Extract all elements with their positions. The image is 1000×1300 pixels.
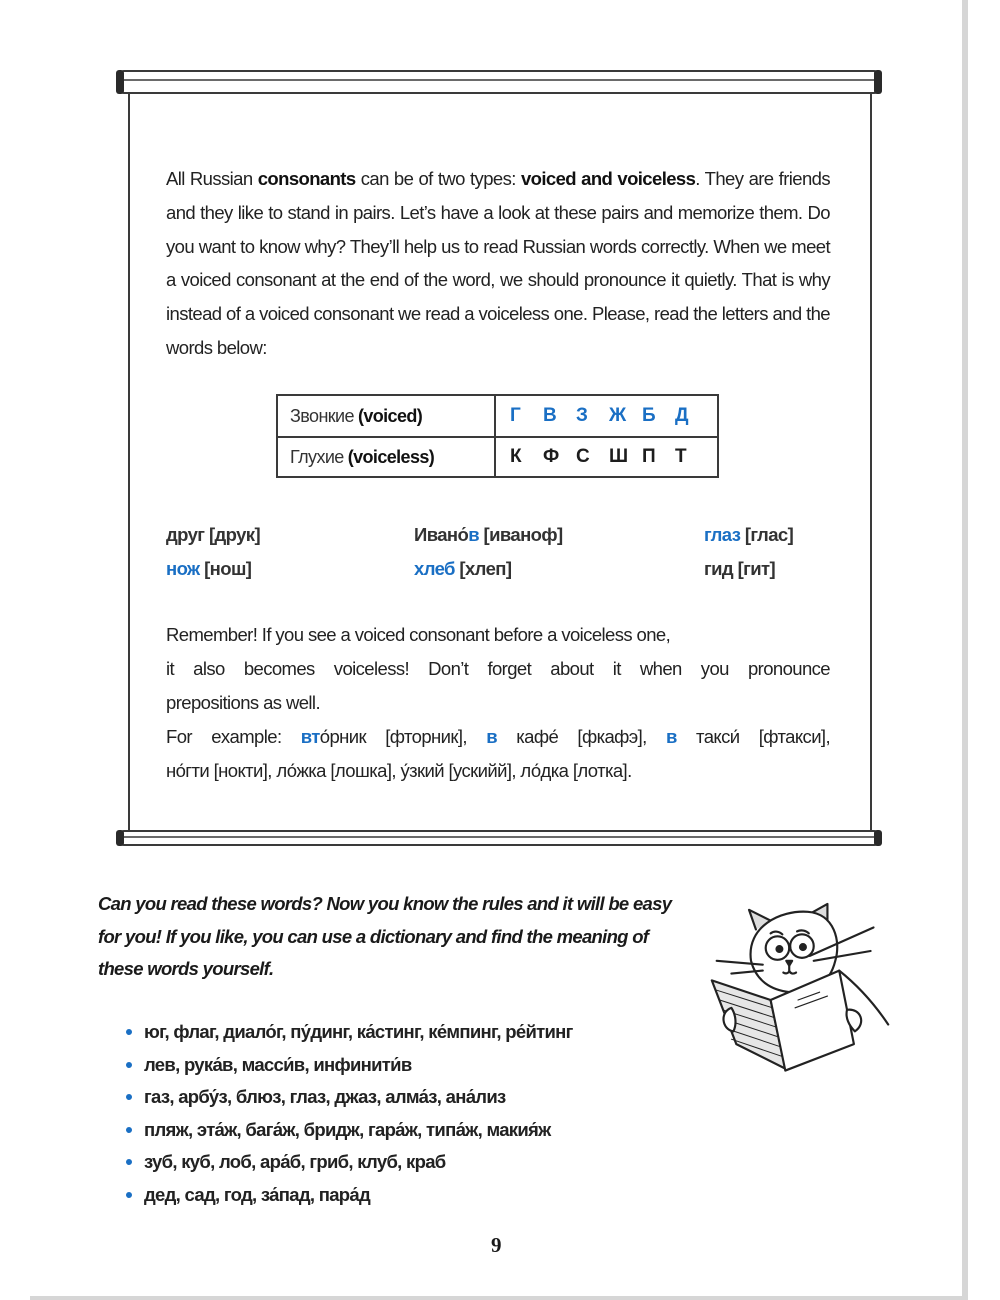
- list-item-text: дед, сад, год, за́пад, пара́д: [144, 1183, 371, 1205]
- roller-cap-left: [116, 70, 124, 94]
- remember-line: prepositions as well.: [166, 692, 320, 713]
- list-item: [126, 1146, 573, 1179]
- word-pairs-col-2: [414, 518, 563, 586]
- transcription: [гит]: [733, 558, 776, 579]
- table-row-voiceless: [278, 436, 717, 476]
- remember-line: Remember! If you see a voiced consonant before a voiceless one,: [166, 624, 671, 645]
- example-line: но́гти [нокти], ло́жка [лошка], у́зкий [ускийй], ло́дка [лотка].: [166, 760, 632, 781]
- word-list: [126, 1016, 573, 1211]
- example-text: такси́ [фтакси],: [676, 726, 831, 747]
- page-edge-right: [962, 0, 968, 1300]
- consonant-pairs-table: [276, 394, 719, 478]
- example-text: кафе́ [фкафэ],: [497, 726, 666, 747]
- intro-text: . They are friends and they like to stand in pairs. Let’s have a look at these pairs and memorize them. Do you want to know why? They’ll help us to read Russian words correctly. When we meet a voiced consonant at the end of the word, we should pronounce it quietly. That is why instead of a voiced consonant we read a voiceless one. Please, read the letters and the words below:: [166, 168, 830, 358]
- word-pair: [704, 518, 793, 552]
- whiteboard-bottom-roller: [118, 830, 880, 846]
- bullet-icon: [126, 1127, 132, 1133]
- row-label-ru: Глухие: [290, 446, 344, 467]
- list-item: [126, 1049, 573, 1082]
- word-pair: [166, 552, 260, 586]
- word-pair: [414, 518, 563, 552]
- word: Ивано: [414, 524, 469, 545]
- remember-line: it also becomes voiceless! Don’t forget about it when you pronounce: [166, 658, 830, 679]
- letter: Ш: [609, 446, 629, 467]
- letter: П: [642, 446, 656, 467]
- word-ending: ́в: [468, 524, 479, 545]
- bullet-icon: [126, 1062, 132, 1068]
- letter: Б: [642, 405, 656, 426]
- list-item-text: лев, рука́в, масси́в, инфинити́в: [144, 1053, 412, 1075]
- list-item-text: юг, флаг, диало́г, пу́динг, ка́стинг, ке́мпинг, ре́йтинг: [144, 1021, 573, 1043]
- letter: С: [576, 446, 590, 467]
- transcription: [друк]: [204, 524, 261, 545]
- example-text: о́рник [фторник],: [319, 726, 487, 747]
- voiced-letters: [496, 396, 708, 436]
- letter: З: [576, 405, 588, 426]
- list-item-text: пляж, эта́ж, бага́ж, бридж, гара́ж, типа́ж, макия́ж: [144, 1118, 551, 1140]
- word-pair: [704, 552, 793, 586]
- word: друг: [166, 524, 205, 545]
- transcription: [иваноф]: [478, 524, 563, 545]
- example-line: [166, 720, 830, 754]
- list-item-text: зуб, куб, лоб, ара́б, гриб, клуб, краб: [144, 1151, 446, 1173]
- example-highlight: в: [486, 726, 497, 747]
- word: гид: [704, 558, 734, 579]
- roller-cap-left: [116, 830, 124, 846]
- list-item: [126, 1114, 573, 1147]
- word: глаз: [704, 524, 741, 545]
- intro-text: can be of two types:: [355, 168, 521, 189]
- transcription: [хлеп]: [454, 558, 512, 579]
- letter: Г: [510, 405, 521, 426]
- list-item: [126, 1179, 573, 1212]
- table-row-voiced: [278, 396, 717, 436]
- word-pair: [166, 518, 260, 552]
- transcription: [глас]: [740, 524, 794, 545]
- row-label: [278, 396, 496, 436]
- intro-text: All Russian: [166, 168, 258, 189]
- intro-bold-types: voiced and voiceless: [520, 168, 696, 189]
- task-instructions: Can you read these words? Now you know the rules and it will be easy for you! If you like, you can use a dictionary and find the meaning of these words yourself.: [98, 893, 672, 979]
- page-number: 9: [491, 1233, 502, 1257]
- word-pairs-col-3: [704, 518, 793, 586]
- row-label-en: (voiced): [357, 405, 423, 426]
- transcription: [нош]: [199, 558, 252, 579]
- letter: Ж: [609, 405, 627, 426]
- letter: Д: [675, 405, 689, 426]
- word: нож: [166, 558, 200, 579]
- letter: Т: [675, 446, 687, 467]
- cat-reading-book-icon: [702, 902, 898, 1098]
- roller-cap-right: [874, 830, 882, 846]
- bullet-icon: [126, 1029, 132, 1035]
- word-pairs-col-1: [166, 518, 260, 586]
- example-highlight: в: [665, 726, 677, 747]
- list-item: [126, 1081, 573, 1114]
- row-label-en: (voiceless): [347, 446, 435, 467]
- roller-cap-right: [874, 70, 882, 94]
- whiteboard-top-roller: [118, 70, 880, 94]
- remember-paragraph: [166, 618, 830, 788]
- bullet-icon: [126, 1159, 132, 1165]
- example-highlight: вт: [300, 726, 320, 747]
- bullet-icon: [126, 1094, 132, 1100]
- list-item: [126, 1016, 573, 1049]
- letter: К: [510, 446, 522, 467]
- intro-paragraph: [166, 162, 830, 365]
- page-edge-bottom: [30, 1296, 968, 1300]
- word: хлеб: [414, 558, 455, 579]
- row-label: [278, 438, 496, 476]
- row-label-ru: Звонкие: [290, 405, 354, 426]
- list-item-text: газ, арбу́з, блюз, глаз, джаз, алма́з, ана́лиз: [144, 1086, 506, 1108]
- example-label: For example:: [166, 726, 301, 747]
- bullet-icon: [126, 1192, 132, 1198]
- voiceless-letters: [496, 438, 708, 476]
- intro-bold-consonants: consonants: [257, 168, 356, 189]
- letter: В: [543, 405, 557, 426]
- word-pair: [414, 552, 563, 586]
- letter: Ф: [543, 446, 560, 467]
